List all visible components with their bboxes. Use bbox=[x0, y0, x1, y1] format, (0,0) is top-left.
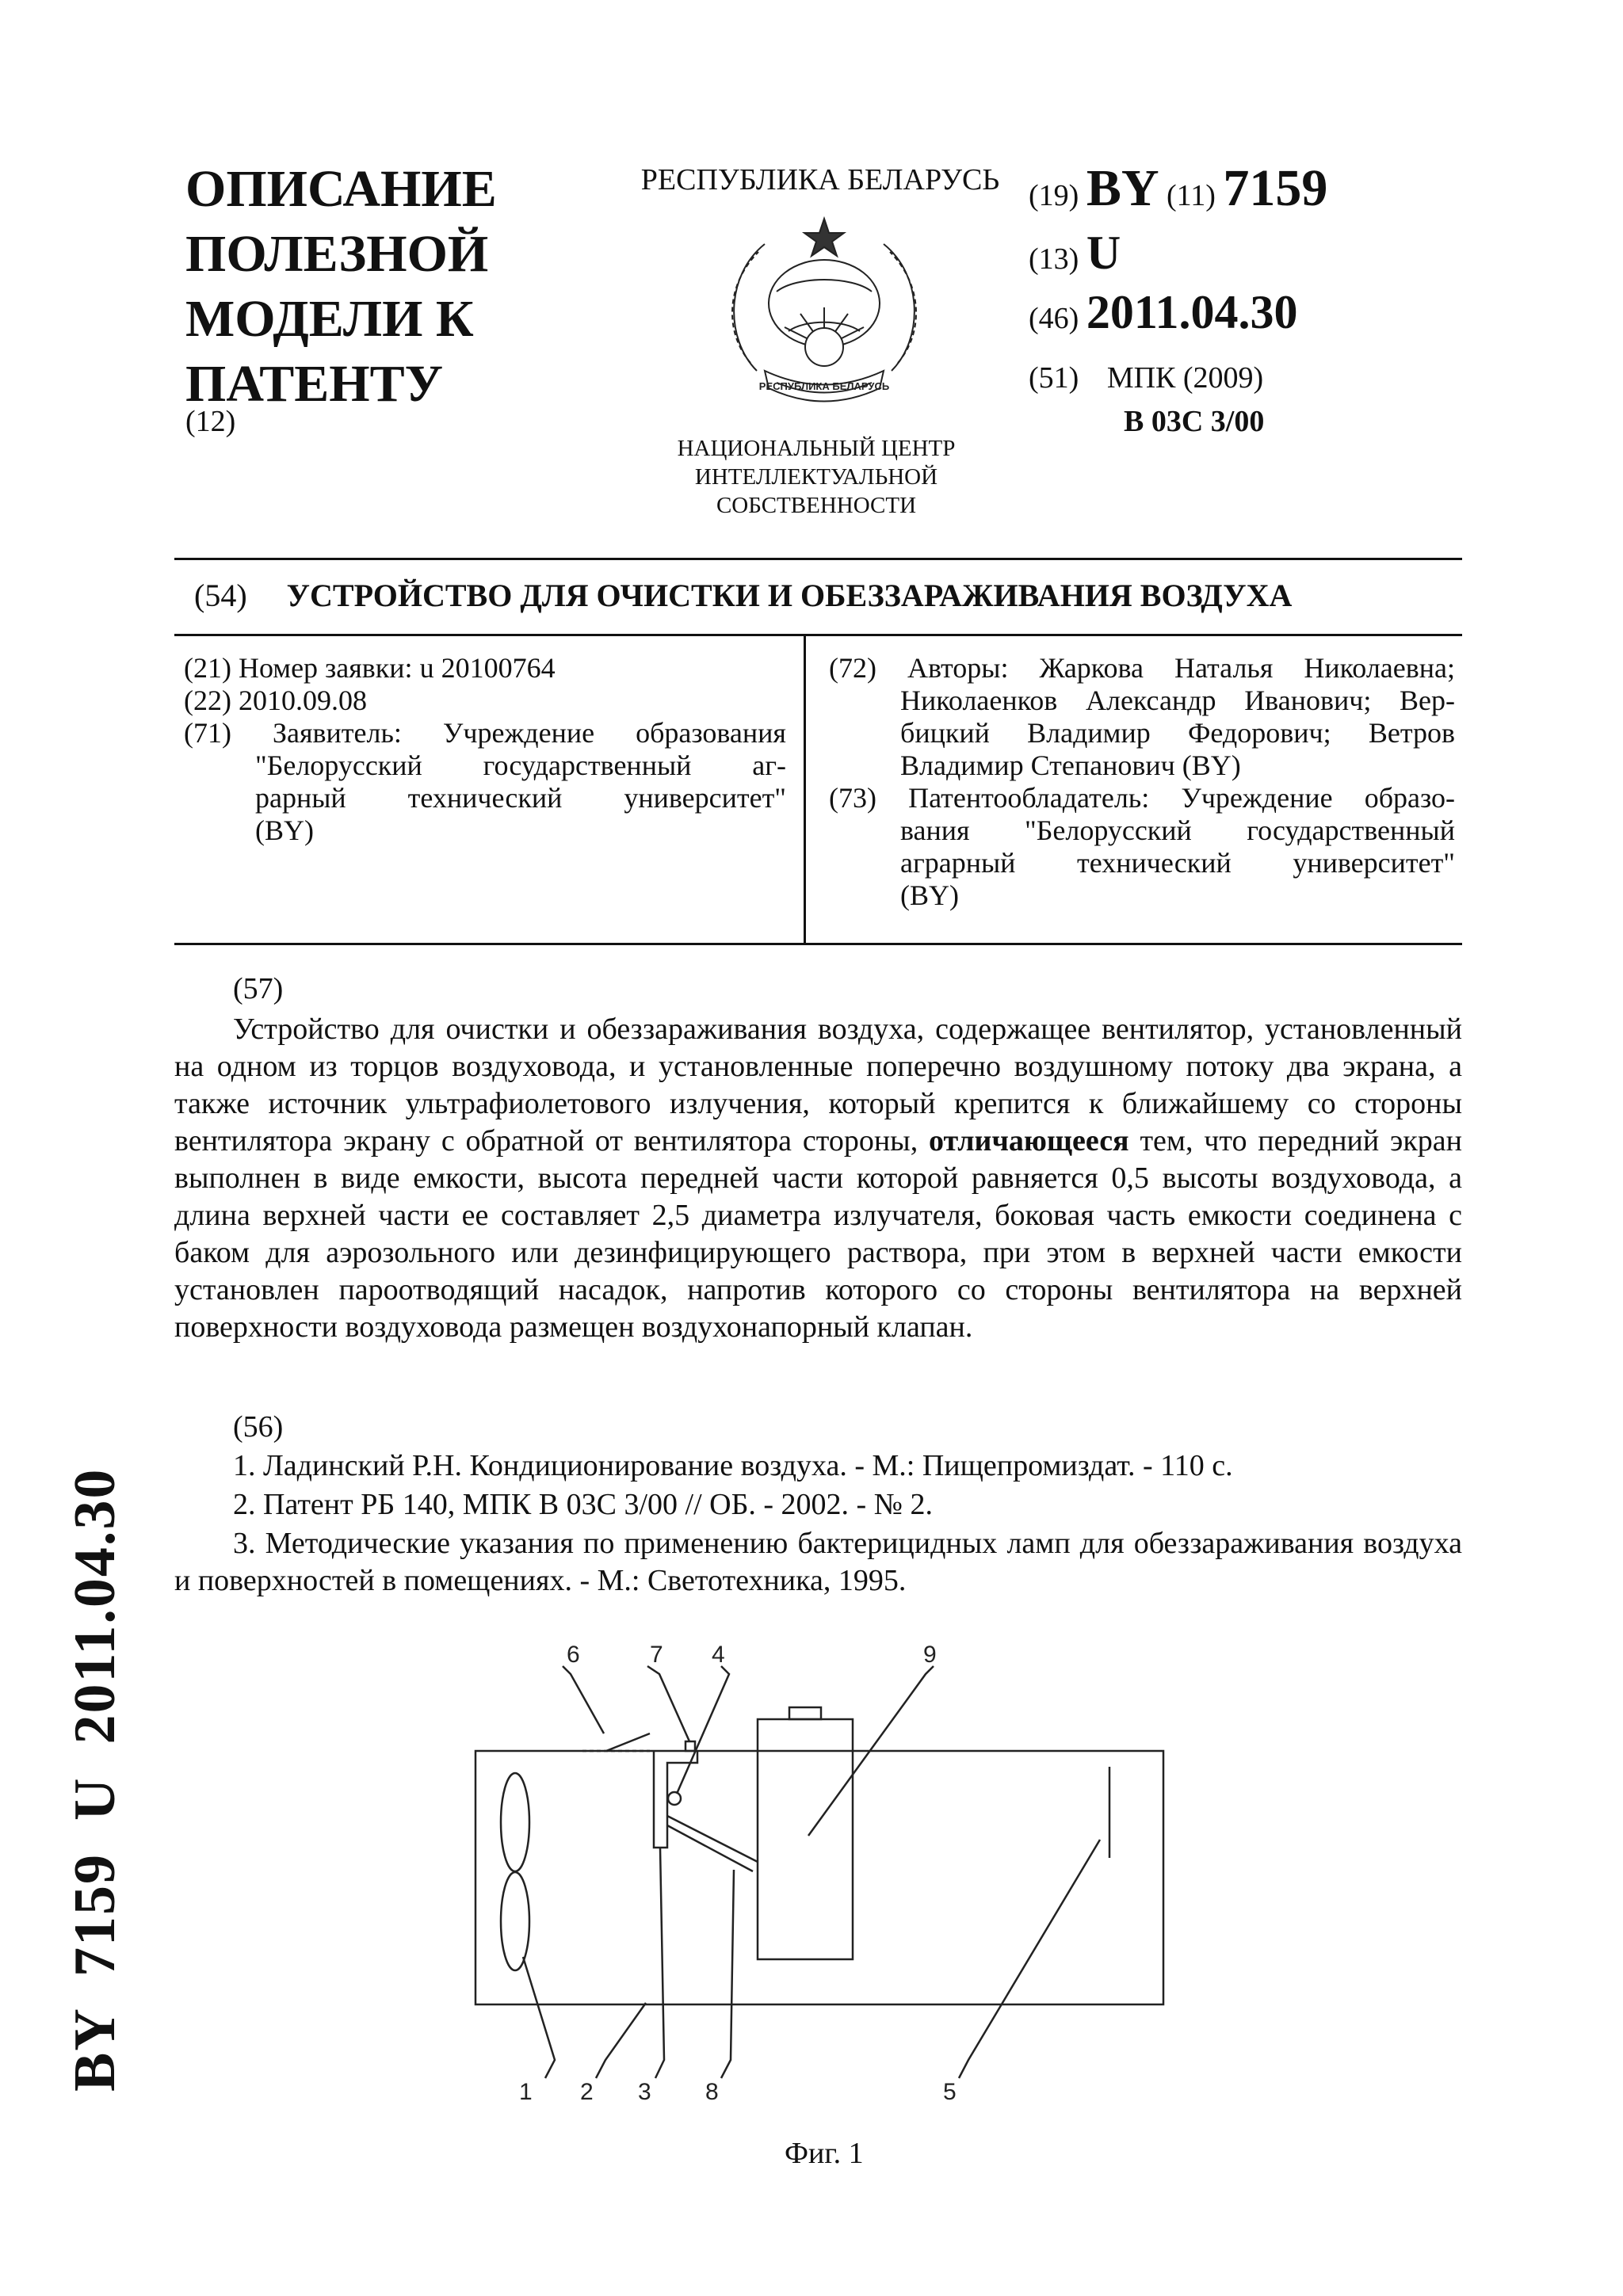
references-section bbox=[174, 1409, 1462, 1600]
code-46: (46) bbox=[1029, 302, 1079, 335]
state-emblem-icon bbox=[709, 212, 939, 426]
patent-owner-line: аграрный технический университет" bbox=[900, 847, 1455, 879]
application-number: (21) Номер заявки: u 20100764 bbox=[184, 652, 556, 684]
figure-label-6: 6 bbox=[567, 1642, 580, 1668]
divider-title-bottom bbox=[174, 634, 1462, 636]
divider-biblio-bottom bbox=[174, 943, 1462, 945]
figure-label-5: 5 bbox=[943, 2079, 957, 2105]
uv-lamp bbox=[668, 1792, 681, 1805]
figure-label-3: 3 bbox=[638, 2079, 651, 2105]
applicant-line: (BY) bbox=[255, 814, 314, 846]
authors-line: Владимир Степанович (BY) bbox=[900, 749, 1241, 781]
code-54: (54) bbox=[194, 578, 247, 613]
ipc-class: B 03C 3/00 bbox=[1124, 405, 1265, 438]
code-19-row bbox=[1029, 158, 1327, 219]
reference-item: 2. Патент РБ 140, МПК B 03C 3/00 // ОБ. - 2002. - № 2. bbox=[233, 1488, 933, 1521]
code-51: (51) bbox=[1029, 361, 1079, 395]
air-valve bbox=[606, 1733, 650, 1751]
patent-owner-line: (BY) bbox=[900, 879, 959, 911]
patent-owner-line: (73) Патентообладатель: Учреждение образо- bbox=[829, 782, 1455, 814]
figure-label-7: 7 bbox=[650, 1642, 663, 1668]
abstract-text-part: Устройство для очистки и обеззараживания воздуха, содержащее вентилятор, установленный на одном из торцов воздуховода, и установленные поперечно воздушному потоку два экрана, а также источник ультрафиолетового излучения, который крепится к ближайшему со стороны вентилятора экрану с обратной от вентилятора стороны, bbox=[174, 1013, 1462, 1158]
code-12: (12) bbox=[185, 405, 236, 438]
side-stamp: BY 7159 U 2011.04.30 bbox=[63, 1467, 128, 2092]
country-code: BY bbox=[1086, 159, 1159, 217]
front-screen-container bbox=[654, 1751, 697, 1848]
office-line: НАЦИОНАЛЬНЫЙ ЦЕНТР bbox=[677, 436, 956, 461]
filing-date: (22) 2010.09.08 bbox=[184, 685, 367, 716]
air-duct bbox=[475, 1751, 1163, 2004]
applicant-line: "Белорусский государственный аг- bbox=[255, 749, 786, 781]
code-46-row bbox=[1029, 285, 1298, 340]
authors-line: (72) Авторы: Жаркова Наталья Николаевна; bbox=[829, 652, 1455, 684]
title-line: ПАТЕНТУ bbox=[185, 355, 444, 413]
abstract-section bbox=[174, 971, 1462, 1346]
title-line: МОДЕЛИ К bbox=[185, 290, 474, 348]
code-11: (11) bbox=[1167, 179, 1216, 212]
office-line: ИНТЕЛЛЕКТУАЛЬНОЙ bbox=[694, 464, 938, 490]
republic-name: РЕСПУБЛИКА БЕЛАРУСЬ bbox=[640, 163, 1000, 196]
invention-title-text: УСТРОЙСТВО ДЛЯ ОЧИСТКИ И ОБЕЗЗАРАЖИВАНИЯ ВОЗДУХА bbox=[286, 578, 1293, 613]
code-19: (19) bbox=[1029, 179, 1079, 212]
document-type-title bbox=[185, 157, 497, 417]
document-kind: U bbox=[1086, 227, 1121, 279]
figure-label-1: 1 bbox=[519, 2079, 533, 2105]
figure-label-8: 8 bbox=[705, 2079, 719, 2105]
reference-item: 3. Методические указания по применению бактерицидных ламп для обеззараживания воздуха и поверхностей в помещениях. - М.: Светотехника, 1995. bbox=[174, 1527, 1462, 1597]
code-13-row bbox=[1029, 226, 1121, 280]
fan-blade bbox=[501, 1773, 529, 1871]
tank-connector bbox=[667, 1816, 758, 1862]
code-56: (56) bbox=[233, 1410, 284, 1444]
authors-line: Николаенков Александр Иванович; Вер- bbox=[900, 685, 1455, 716]
column-divider bbox=[804, 634, 806, 943]
code-57: (57) bbox=[233, 972, 284, 1005]
title-line: ОПИСАНИЕ bbox=[185, 160, 497, 218]
applicant-line: рарный технический университет" bbox=[255, 782, 786, 814]
code-13: (13) bbox=[1029, 242, 1079, 276]
ipc-version: МПК (2009) bbox=[1106, 361, 1264, 395]
figure-1-drawing bbox=[460, 1632, 1490, 2139]
emblem-ribbon-text: РЕСПУБЛИКА БЕЛАРУСЬ bbox=[758, 380, 890, 392]
biblio-left-column bbox=[184, 652, 786, 847]
reference-item: 1. Ладинский Р.Н. Кондиционирование воздуха. - М.: Пищепромиздат. - 110 с. bbox=[233, 1449, 1233, 1482]
disinfectant-tank bbox=[758, 1719, 853, 1959]
patent-number: 7159 bbox=[1223, 159, 1328, 217]
figure-label-9: 9 bbox=[923, 1642, 937, 1668]
abstract-text bbox=[174, 1011, 1462, 1346]
fan-blade bbox=[501, 1872, 529, 1970]
invention-title bbox=[194, 577, 1292, 614]
abstract-distinguishing-term: отличающееся bbox=[929, 1124, 1129, 1158]
office-line: СОБСТВЕННОСТИ bbox=[716, 493, 917, 518]
publication-date: 2011.04.30 bbox=[1086, 286, 1298, 338]
biblio-right-column bbox=[829, 652, 1455, 912]
figure-label-2: 2 bbox=[580, 2079, 594, 2105]
tank-cap bbox=[789, 1707, 821, 1719]
national-center-name bbox=[658, 434, 975, 520]
divider-top bbox=[174, 558, 1462, 560]
applicant-line: (71) Заявитель: Учреждение образования bbox=[184, 717, 786, 749]
authors-line: бицкий Владимир Федорович; Ветров bbox=[900, 717, 1455, 749]
title-line: ПОЛЕЗНОЙ bbox=[185, 225, 489, 283]
figure-caption: Фиг. 1 bbox=[785, 2137, 864, 2170]
abstract-text-part: тем, что передний экран выполнен в виде емкости, высота передней части которой равняется 0,5 высоты воздуховода, а длина верхней части ее составляет 2,5 диаметра излучателя, боковая часть емкости соединена с баком для аэрозольного или дезинфицирующего раствора, при этом в верхней части емкости установлен пароотводящий насадок, напротив которого со стороны вентилятора на верхней поверхности воздуховода размещен воздухонапорный клапан. bbox=[174, 1124, 1462, 1344]
patent-owner-line: вания "Белорусский государственный bbox=[900, 814, 1455, 846]
code-51-row bbox=[1029, 360, 1263, 395]
figure-label-4: 4 bbox=[712, 1642, 725, 1668]
steam-nozzle bbox=[685, 1741, 695, 1751]
